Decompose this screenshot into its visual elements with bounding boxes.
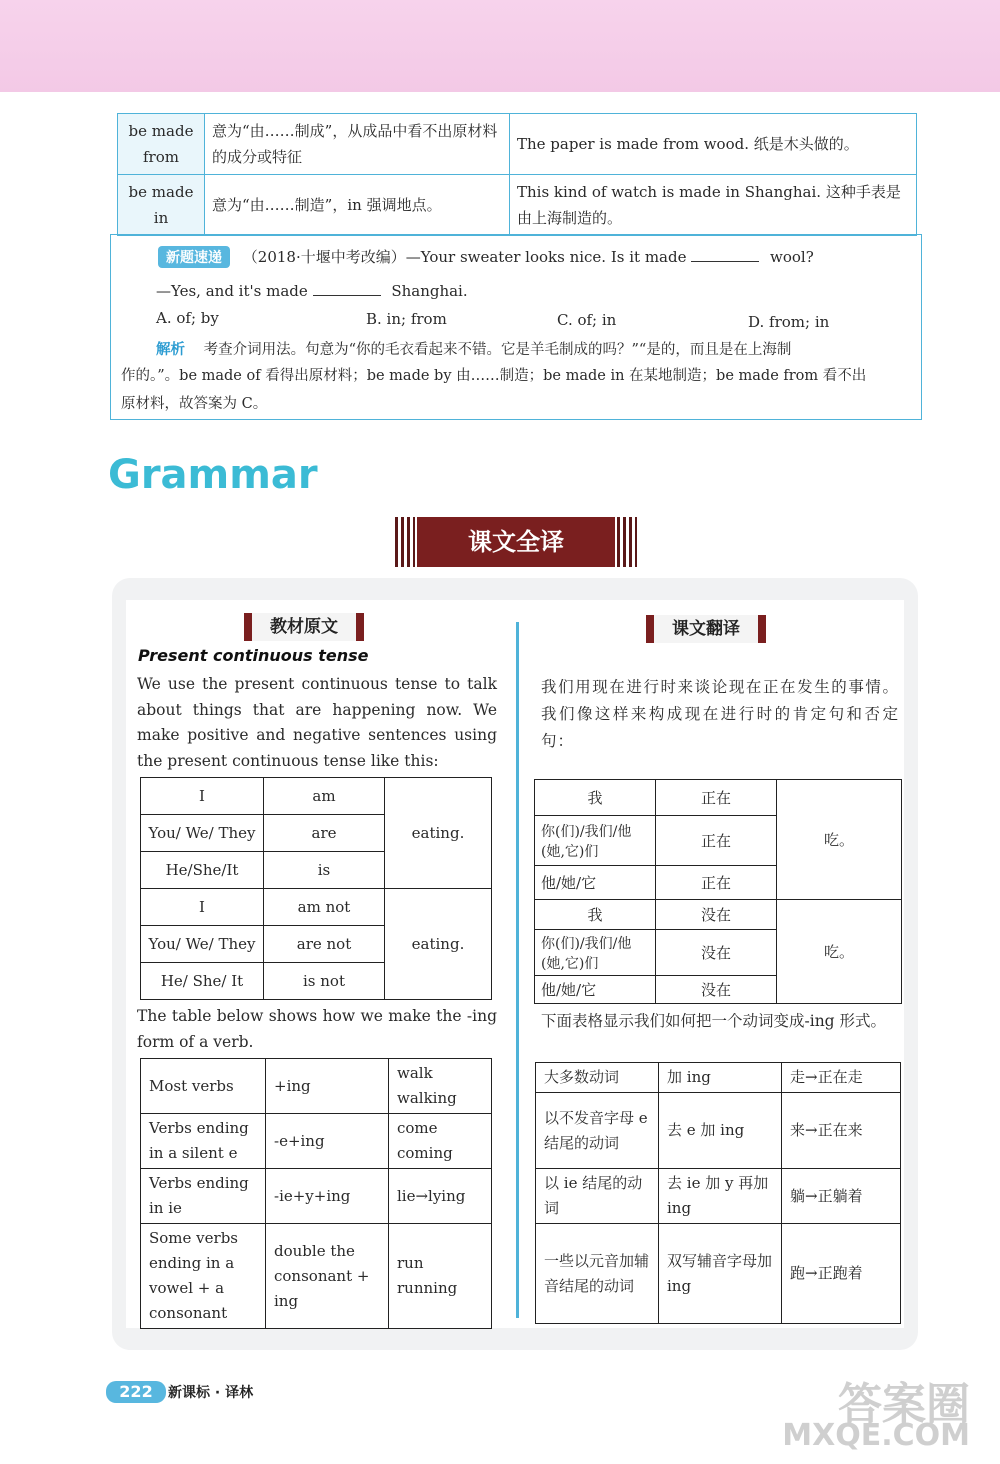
how-cell: double the consonant + ing xyxy=(266,1224,389,1329)
example-base: run xyxy=(397,1254,424,1272)
new-question-tag: 新题速递 xyxy=(158,246,230,268)
aux-cell: is not xyxy=(264,963,385,1000)
question-reply-end: Shanghai. xyxy=(391,282,468,300)
table-row xyxy=(536,1093,901,1169)
rule-cell: 以不发音字母 e 结尾的动词 xyxy=(536,1093,659,1169)
right-para-1: 我们用现在进行时来谈论现在正在发生的事情。我们像这样来构成现在进行时的肯定句和否定句： xyxy=(541,678,899,750)
subject-cell: 我 xyxy=(535,780,656,816)
rule-cell: Most verbs xyxy=(141,1059,266,1114)
table-row xyxy=(535,780,902,816)
analysis-text: 考查介词用法。句意为“你的毛衣看起来不错。它是羊毛制成的吗？”“是的，而且是在上海制 xyxy=(203,342,792,358)
example-cell xyxy=(389,1114,492,1169)
translation-banner: 课文翻译 xyxy=(646,615,766,643)
left-para-2: The table below shows how we make the -ing form of a verb. xyxy=(137,1007,497,1051)
answer-blank xyxy=(313,281,381,296)
option-b: B. in; from xyxy=(366,310,447,328)
left-para-1: We use the present continuous tense to talk about things that are happening now. We make positive and negative sentences using the present continuous tense like this: xyxy=(137,675,497,770)
watermark-url: MXQE.COM xyxy=(782,1418,970,1453)
subject-cell: I xyxy=(141,778,264,815)
table-row xyxy=(141,889,492,926)
analysis-line-2: 作的。”。be made of 看得出原材料；be made by 由……制造；be made in 在某地制造；be made from 看不出 xyxy=(121,368,867,384)
table-row xyxy=(118,175,917,236)
aux-cell: 没在 xyxy=(656,930,777,976)
lesson-title: Present continuous tense xyxy=(138,646,369,665)
banner-stripes xyxy=(395,517,415,567)
table-row xyxy=(141,1224,492,1329)
how-cell: +ing xyxy=(266,1059,389,1114)
aux-cell: are not xyxy=(264,926,385,963)
page-number: 222 xyxy=(106,1381,166,1403)
how-cell: 去 e 加 ing xyxy=(659,1093,782,1169)
column-divider xyxy=(516,622,519,1318)
question-reply: —Yes, and it's made xyxy=(156,282,308,300)
aux-cell: are xyxy=(264,815,385,852)
example-cell: lie→lying xyxy=(389,1169,492,1224)
table-row xyxy=(141,1114,492,1169)
aux-cell: am xyxy=(264,778,385,815)
rule-cell: 以 ie 结尾的动词 xyxy=(536,1169,659,1224)
phrase-cell: be made from xyxy=(118,114,205,175)
aux-cell: 没在 xyxy=(656,900,777,930)
answer-blank xyxy=(691,247,759,262)
example-cell: 来→正在来 xyxy=(782,1093,901,1169)
rule-cell: 大多数动词 xyxy=(536,1063,659,1093)
how-cell: 加 ing xyxy=(659,1063,782,1093)
how-cell: -e+ing xyxy=(266,1114,389,1169)
example-cell xyxy=(389,1224,492,1329)
rule-cell: 一些以元音加辅音结尾的动词 xyxy=(536,1224,659,1324)
table-row xyxy=(536,1224,901,1324)
meaning-cell: 意为“由……制成”，从成品中看不出原材料的成分或特征 xyxy=(205,114,510,175)
subject-cell: I xyxy=(141,889,264,926)
rule-cell: Some verbs ending in a vowel + a consonant xyxy=(141,1224,266,1329)
example-cell: This kind of watch is made in Shanghai. 这种手表是由上海制造的。 xyxy=(510,175,917,236)
subject-cell: 他/她/它 xyxy=(535,866,656,900)
rule-cell: Verbs ending in a silent e xyxy=(141,1114,266,1169)
verb-cell: eating. xyxy=(385,778,492,889)
subject-cell: 我 xyxy=(535,900,656,930)
example-cell: 躺→正躺着 xyxy=(782,1169,901,1224)
right-tense-table xyxy=(534,779,902,1004)
banner-stripes xyxy=(617,517,637,567)
how-cell: -ie+y+ing xyxy=(266,1169,389,1224)
subject-cell: You/ We/ They xyxy=(141,926,264,963)
option-d: D. from; in xyxy=(748,313,830,331)
example-cell: 走→正在走 xyxy=(782,1063,901,1093)
banner-label: 课文全译 xyxy=(417,517,615,567)
table-row xyxy=(535,900,902,930)
example-ing: running xyxy=(397,1279,458,1297)
subject-cell: 你(们)/我们/他(她,它)们 xyxy=(535,816,656,866)
verb-cell: 吃。 xyxy=(777,900,902,1004)
analysis-line-3: 原材料，故答案为 C。 xyxy=(121,396,268,412)
question-stem-end: wool? xyxy=(770,248,814,266)
verb-cell: eating. xyxy=(385,889,492,1000)
aux-cell: 没在 xyxy=(656,976,777,1004)
meaning-cell: 意为“由……制造”，in 强调地点。 xyxy=(205,175,510,236)
example-ing: walking xyxy=(397,1089,457,1107)
rule-cell: Verbs ending in ie xyxy=(141,1169,266,1224)
table-row xyxy=(141,1169,492,1224)
table-row xyxy=(141,1059,492,1114)
watermark-logo: 答案圈 xyxy=(838,1379,970,1430)
table-row xyxy=(536,1063,901,1093)
made-phrase-table xyxy=(117,113,917,236)
verb-cell: 吃。 xyxy=(777,780,902,900)
subject-cell: 他/她/它 xyxy=(535,976,656,1004)
original-text-banner: 教材原文 xyxy=(244,613,364,641)
aux-cell: am not xyxy=(264,889,385,926)
aux-cell: 正在 xyxy=(656,780,777,816)
question-reply-line xyxy=(156,281,468,300)
right-para-2: 下面表格显示我们如何把一个动词变成-ing 形式。 xyxy=(541,1012,887,1030)
analysis-line-1 xyxy=(156,338,791,359)
question-stem: （2018·十堰中考改编）—Your sweater looks nice. Is it made xyxy=(242,248,687,266)
example-cell: The paper is made from wood. 纸是木头做的。 xyxy=(510,114,917,175)
example-ing: coming xyxy=(397,1144,453,1162)
example-base: come xyxy=(397,1119,438,1137)
section-banner xyxy=(395,517,637,567)
option-a: A. of; by xyxy=(156,309,219,327)
how-cell: 去 ie 加 y 再加 ing xyxy=(659,1169,782,1224)
how-cell: 双写辅音字母加 ing xyxy=(659,1224,782,1324)
book-title: 新课标 · 译林 xyxy=(168,1385,254,1401)
aux-cell: is xyxy=(264,852,385,889)
option-c: C. of; in xyxy=(557,311,617,329)
aux-cell: 正在 xyxy=(656,816,777,866)
right-ing-table xyxy=(535,1062,901,1324)
phrase-cell: be made in xyxy=(118,175,205,236)
aux-cell: 正在 xyxy=(656,866,777,900)
table-row xyxy=(141,778,492,815)
table-row xyxy=(118,114,917,175)
example-base: walk xyxy=(397,1064,433,1082)
table-row xyxy=(536,1169,901,1224)
subject-cell: You/ We/ They xyxy=(141,815,264,852)
subject-cell: He/ She/ It xyxy=(141,963,264,1000)
question-stem-line xyxy=(158,246,814,268)
section-title: Grammar xyxy=(108,452,318,498)
subject-cell: He/She/It xyxy=(141,852,264,889)
top-pink-band xyxy=(0,0,1000,92)
left-ing-table xyxy=(140,1058,492,1329)
analysis-label: 解析 xyxy=(156,342,185,358)
example-cell: 跑→正跑着 xyxy=(782,1224,901,1324)
example-cell xyxy=(389,1059,492,1114)
left-tense-table xyxy=(140,777,492,1000)
subject-cell: 你(们)/我们/他(她,它)们 xyxy=(535,930,656,976)
